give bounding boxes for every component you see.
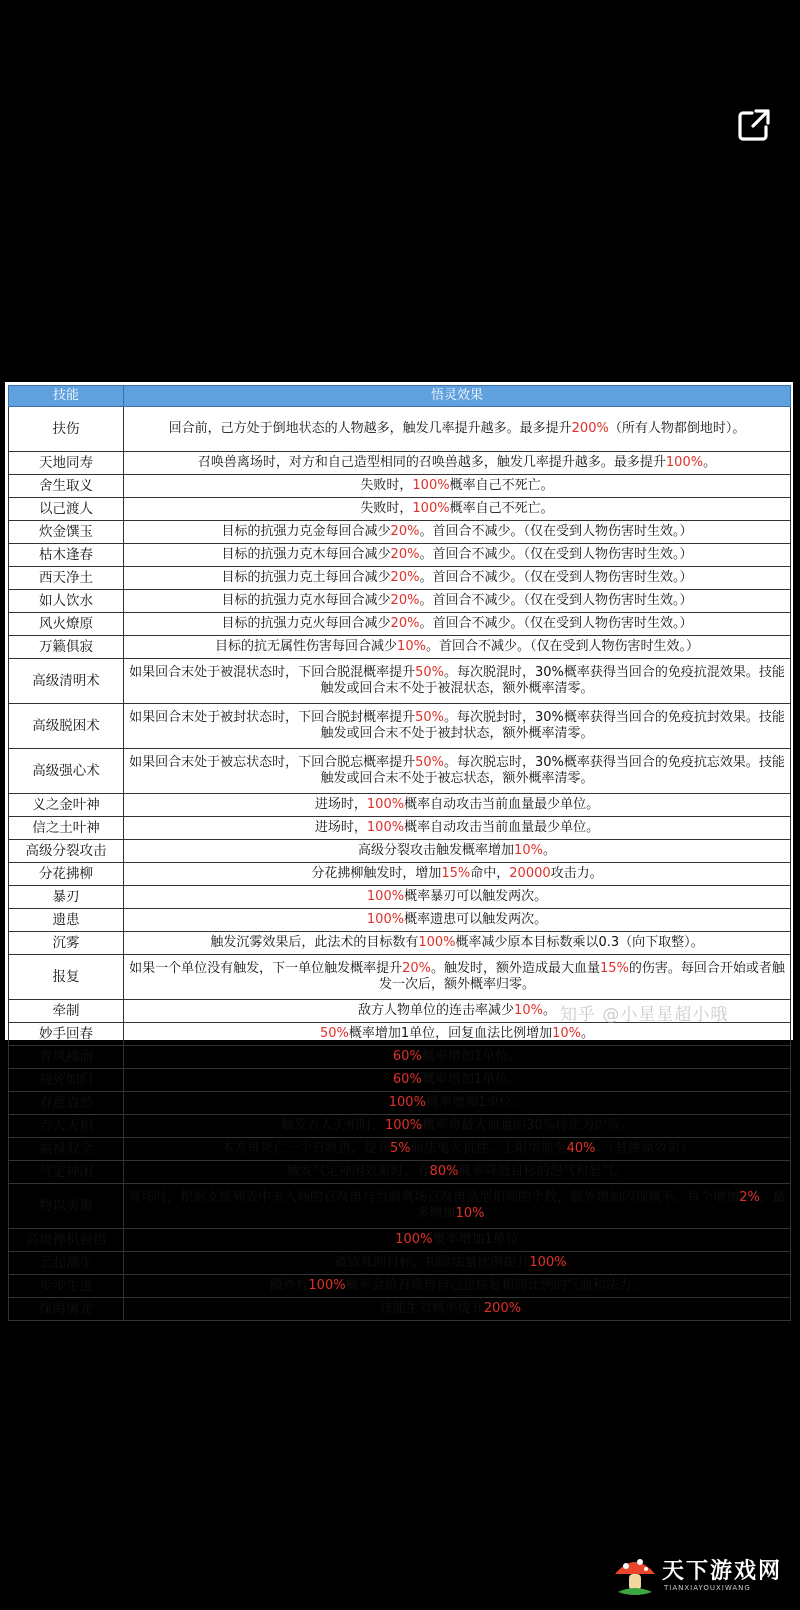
highlight-value: 60% (392, 1048, 422, 1064)
table-row (9, 1000, 791, 1023)
effect-text: 离场时，根据支援列表中未入场的召唤兽与当前离场召唤兽造型相同的个数，额外增加闪现概率。每个增加 (128, 1189, 740, 1205)
table-row (9, 521, 791, 544)
highlight-value: 20% (390, 546, 420, 562)
highlight-value: 15% (600, 960, 629, 976)
table-row (9, 613, 791, 636)
effect-text: 。触发时，额外造成最大血量 (430, 960, 600, 976)
highlight-value: 100% (384, 1117, 423, 1133)
highlight-value: 100% (366, 888, 405, 904)
highlight-value: 50% (415, 709, 444, 725)
skill-effect-cell (124, 1000, 791, 1023)
share-icon (734, 105, 774, 145)
skill-effect-cell (124, 1229, 791, 1252)
skill-name-cell: 视死如归 (9, 1069, 124, 1092)
effect-text: 概率增加1单位 (432, 1231, 519, 1247)
table-row (9, 1046, 791, 1069)
table-row (9, 1298, 791, 1321)
table-row (9, 794, 791, 817)
effect-text: 。 (542, 842, 556, 858)
highlight-value: 10% (552, 1025, 582, 1041)
effect-text: 技能生效概率提升 (379, 1300, 484, 1316)
skill-name-cell: 气定神闲 (9, 1161, 124, 1184)
skill-name-cell: 高级强心术 (9, 749, 124, 794)
skill-name-cell: 吉人天相 (9, 1115, 124, 1138)
highlight-value: 200% (571, 420, 609, 436)
skill-effect-cell (124, 863, 791, 886)
highlight-value: 100% (395, 1231, 433, 1247)
highlight-value: 100% (529, 1254, 567, 1270)
effect-text: 触发吉人天相时， (280, 1117, 385, 1133)
effect-text: 召唤兽离场时，对方和自己造型相同的召唤兽越多，触发几率提升越多。最多提升 (197, 454, 666, 470)
effect-text: 概率自动攻击当前血量最少单位。 (404, 796, 600, 812)
skill-effect-cell (124, 955, 791, 1000)
table-row (9, 909, 791, 932)
skill-effect-cell (124, 567, 791, 590)
effect-text: 如果一个单位没有触发，下一单位触发概率提升 (129, 960, 403, 976)
highlight-value: 100% (388, 1094, 426, 1110)
table-row (9, 886, 791, 909)
skill-name-cell: 春意盎然 (9, 1092, 124, 1115)
effect-text: 如果回合末处于被混状态时，下回合脱混概率提升 (129, 664, 416, 680)
skill-effect-cell (124, 613, 791, 636)
skill-effect-cell (124, 840, 791, 863)
skill-name-cell: 牵制 (9, 1000, 124, 1023)
effect-text: 敌方人物单位的连击率减少 (358, 1002, 515, 1018)
skill-name-cell: 如人饮水 (9, 590, 124, 613)
effect-text: 失败时， (360, 500, 413, 516)
skill-name-cell: 春风拂面 (9, 1046, 124, 1069)
effect-text: 概率遗患可以触发两次。 (404, 911, 548, 927)
effect-text: 如果回合末处于被忘状态时，下回合脱忘概率提升 (129, 754, 416, 770)
effect-text: 概率将最大血量的30%转化为护盾。 (422, 1117, 634, 1133)
effect-text: 额外有 (269, 1277, 309, 1293)
skill-effect-cell (124, 1298, 791, 1321)
skill-effect-cell (124, 1023, 791, 1046)
effect-text: 。首回合不减少。（仅在受到人物伤害时生效。） (419, 569, 693, 585)
skill-effect-cell (124, 1138, 791, 1161)
effect-text: 概率自己不死亡。 (449, 477, 554, 493)
table-row (9, 1161, 791, 1184)
highlight-value: 20% (402, 960, 431, 976)
skill-name-cell: 遗患 (9, 909, 124, 932)
effect-text: 目标的抗强力克木每回合减少 (221, 546, 391, 562)
skill-name-cell: 沉雾 (9, 932, 124, 955)
table-row (9, 817, 791, 840)
table-row (9, 1069, 791, 1092)
effect-text: 。（替换原效果） (595, 1140, 694, 1156)
skill-name-cell: 风火燎原 (9, 613, 124, 636)
table-row (9, 704, 791, 749)
effect-text: 。每次脱混时，30%概率获得当回合的免疫抗混效果。技能触发或回合末不处于被混状态，额外概率清零。 (320, 664, 785, 696)
skill-name-cell: 福禄双全 (9, 1138, 124, 1161)
highlight-value: 20000 (509, 865, 551, 881)
table-body (9, 407, 791, 1321)
effect-text: 。 (484, 1206, 498, 1221)
effect-text: 。每次脱忘时，30%概率获得当回合的免疫抗忘效果。技能触发或回合末不处于被忘状态，额外概率清零。 (320, 754, 785, 786)
skill-effect-cell (124, 1069, 791, 1092)
highlight-value: 100% (418, 934, 456, 950)
highlight-value: 2% (739, 1189, 760, 1205)
skill-effect-cell (124, 817, 791, 840)
skill-effect-cell (124, 1252, 791, 1275)
effect-text: 分花拂柳触发时，增加 (311, 865, 442, 881)
table-row (9, 749, 791, 794)
logo-subtitle: TIANXIAYOUXIWANG (664, 1584, 751, 1592)
highlight-value: 60% (392, 1071, 422, 1087)
effect-text: 概率降低目标的怨气和怒气。 (458, 1163, 628, 1179)
header-effect: 悟灵效果 (124, 386, 791, 407)
skill-effect-cell (124, 659, 791, 704)
skill-name-cell: 高级分裂攻击 (9, 840, 124, 863)
skill-effect-cell (124, 704, 791, 749)
skill-effect-cell (124, 498, 791, 521)
effect-text: 目标的抗强力克金每回合减少 (221, 523, 391, 539)
skill-name-cell: 以己渡人 (9, 498, 124, 521)
highlight-value: 10% (455, 1206, 485, 1221)
effect-text: 失败时， (360, 477, 413, 493)
highlight-value: 15% (441, 865, 471, 881)
skill-effect-cell (124, 452, 791, 475)
effect-text: 概率暴刃可以触发两次。 (404, 888, 548, 904)
mushroom-logo-icon (610, 1550, 660, 1600)
effect-text: 命中， (470, 865, 510, 881)
effect-text: 。首回合不减少。（仅在受到人物伤害时生效。） (419, 523, 693, 539)
effect-text: 概率自己不死亡。 (449, 500, 554, 516)
skill-name-cell: 义之金叶神 (9, 794, 124, 817)
table-row (9, 955, 791, 1000)
table-row (9, 1252, 791, 1275)
table-row (9, 590, 791, 613)
table-row (9, 1115, 791, 1138)
skill-name-cell: 舍生取义 (9, 475, 124, 498)
skill-effect-cell (124, 1115, 791, 1138)
highlight-value: 10% (397, 638, 426, 654)
skill-effect-cell (124, 932, 791, 955)
highlight-value: 10% (514, 1002, 543, 1018)
effect-text: 回合前，己方处于倒地状态的人物越多，触发几率提升越多。最多提升 (168, 420, 572, 436)
effect-text: 概率增加1单位，回复血法比例增加 (348, 1025, 553, 1041)
effect-text: 触发气定神闲效果时，有 (286, 1163, 430, 1179)
skill-name-cell: 万籁俱寂 (9, 636, 124, 659)
table-row (9, 840, 791, 863)
skill-effect-cell (124, 749, 791, 794)
table-row (9, 452, 791, 475)
effect-text: 。 (581, 1025, 595, 1041)
skill-effect-cell (124, 475, 791, 498)
table-row (9, 1138, 791, 1161)
highlight-value: 20% (390, 569, 420, 585)
skill-name-cell: 暴刃 (9, 886, 124, 909)
watermark-text: 知乎 @小星星超小哦 (560, 1005, 729, 1025)
effect-text: 目标的抗强力克火每回合减少 (221, 615, 391, 631)
effect-text: 。首回合不减少。（仅在受到人物伤害时生效。） (419, 546, 693, 562)
effect-text: 。 (703, 454, 717, 470)
effect-text: ，最多增加 (416, 1189, 786, 1221)
highlight-value: 10% (514, 842, 543, 858)
skill-table-image (5, 382, 793, 1317)
skill-name-cell: 高级清明术 (9, 659, 124, 704)
skill-effect-cell (124, 636, 791, 659)
skill-name-cell: 云起潮生 (9, 1252, 124, 1275)
table-row (9, 659, 791, 704)
highlight-value: 20% (390, 615, 420, 631)
table-row (9, 1023, 791, 1046)
table-row (9, 475, 791, 498)
effect-text: 高级分裂攻击触发概率增加 (358, 842, 515, 858)
table-row (9, 544, 791, 567)
effect-text: 进场时， (314, 819, 367, 835)
effect-text: 。 (566, 1254, 580, 1270)
site-logo (610, 1548, 790, 1604)
table-row (9, 567, 791, 590)
header-skill: 技能 (9, 386, 124, 407)
skill-name-cell: 分花拂柳 (9, 863, 124, 886)
effect-text: 目标的抗强力克水每回合减少 (221, 592, 391, 608)
highlight-value: 80% (429, 1163, 459, 1179)
skill-name-cell: 炊金馔玉 (9, 521, 124, 544)
share-button[interactable] (734, 105, 774, 145)
effect-text: 的伤害。每回合开始或者触发一次后，额外概率归零。 (378, 960, 785, 992)
skill-name-cell: 物以类聚 (9, 1184, 124, 1229)
effect-text: 。首回合不减少。（仅在受到人物伤害时生效。） (419, 615, 693, 631)
skill-effect-cell (124, 521, 791, 544)
effect-text: 概率增加1单位。 (425, 1094, 526, 1110)
table-row (9, 498, 791, 521)
skill-effect-cell (124, 1184, 791, 1229)
effect-text: （所有人物都倒地时）。 (608, 420, 746, 436)
effect-text: 。首回合不减少。（仅在受到人物伤害时生效。） (419, 592, 693, 608)
effect-text: 攻击力。 (550, 865, 603, 881)
highlight-value: 100% (412, 500, 450, 516)
logo-title: 天下游戏网 (662, 1559, 783, 1584)
highlight-value: 40% (566, 1140, 596, 1156)
skill-effect-cell (124, 1092, 791, 1115)
skill-name-cell: 探海屠龙 (9, 1298, 124, 1321)
table-row (9, 1092, 791, 1115)
skill-name-cell: 高级脱困术 (9, 704, 124, 749)
effect-text: 概率自动攻击当前血量最少单位。 (404, 819, 600, 835)
table-row (9, 407, 791, 452)
table-row (9, 932, 791, 955)
skill-effect-cell (124, 886, 791, 909)
effect-text: 概率增加1单位。 (421, 1071, 522, 1087)
skill-name-cell: 信之土叶神 (9, 817, 124, 840)
highlight-value: 5% (389, 1140, 411, 1156)
skill-name-cell: 西天净土 (9, 567, 124, 590)
effect-text: 本方每死亡一个召唤兽，提升 (220, 1140, 390, 1156)
highlight-value: 50% (415, 664, 444, 680)
highlight-value: 100% (412, 477, 450, 493)
effect-text: 。每次脱封时，30%概率获得当回合的免疫抗封效果。技能触发或回合末不处于被封状态，额外概率清零。 (320, 709, 785, 741)
effect-text: 概率减少原本目标数乘以0.3（向下取整）。 (455, 934, 704, 950)
skill-effect-cell (124, 544, 791, 567)
skill-name-cell: 枯木逢春 (9, 544, 124, 567)
effect-text: 目标的抗无属性伤害每回合减少 (215, 638, 398, 654)
skill-table (8, 385, 791, 1321)
table-row (9, 636, 791, 659)
skill-effect-cell (124, 909, 791, 932)
skill-name-cell: 高级禅机顿悟 (9, 1229, 124, 1252)
effect-text: 被致死的目标，扣除法量比例提升 (334, 1254, 530, 1270)
highlight-value: 100% (366, 796, 405, 812)
skill-effect-cell (124, 590, 791, 613)
highlight-value: 100% (308, 1277, 346, 1293)
highlight-value: 100% (366, 911, 405, 927)
highlight-value: 200% (483, 1300, 522, 1316)
skill-name-cell: 扶伤 (9, 407, 124, 452)
skill-effect-cell (124, 407, 791, 452)
effect-text: 。首回合不减少。（仅在受到人物伤害时生效。） (425, 638, 699, 654)
skill-effect-cell (124, 1161, 791, 1184)
effect-text: 如果回合末处于被封状态时，下回合脱封概率提升 (129, 709, 416, 725)
effect-text: 概率增加1单位。 (421, 1048, 522, 1064)
effect-text: 概率会给召唤兽自己也恢复相同比例的气血和法力。 (345, 1277, 645, 1293)
highlight-value: 20% (390, 523, 420, 539)
table-row (9, 1184, 791, 1229)
table-row (9, 1229, 791, 1252)
effect-text: 仙法鬼火抗性。上限增加至 (410, 1140, 567, 1156)
skill-effect-cell (124, 794, 791, 817)
skill-name-cell: 妙手回春 (9, 1023, 124, 1046)
effect-text: 进场时， (314, 796, 367, 812)
highlight-value: 100% (665, 454, 704, 470)
effect-text: 。 (521, 1300, 535, 1316)
effect-text: 目标的抗强力克土每回合减少 (221, 569, 391, 585)
skill-name-cell: 报复 (9, 955, 124, 1000)
highlight-value: 100% (366, 819, 405, 835)
skill-name-cell: 步步生莲 (9, 1275, 124, 1298)
effect-text: 触发沉雾效果后，此法术的目标数有 (210, 934, 419, 950)
highlight-value: 50% (319, 1025, 349, 1041)
skill-effect-cell (124, 1275, 791, 1298)
table-row (9, 1275, 791, 1298)
skill-effect-cell (124, 1046, 791, 1069)
skill-name-cell: 天地同寿 (9, 452, 124, 475)
highlight-value: 50% (415, 754, 444, 770)
effect-text: 。 (542, 1002, 556, 1018)
table-row (9, 863, 791, 886)
highlight-value: 20% (390, 592, 420, 608)
